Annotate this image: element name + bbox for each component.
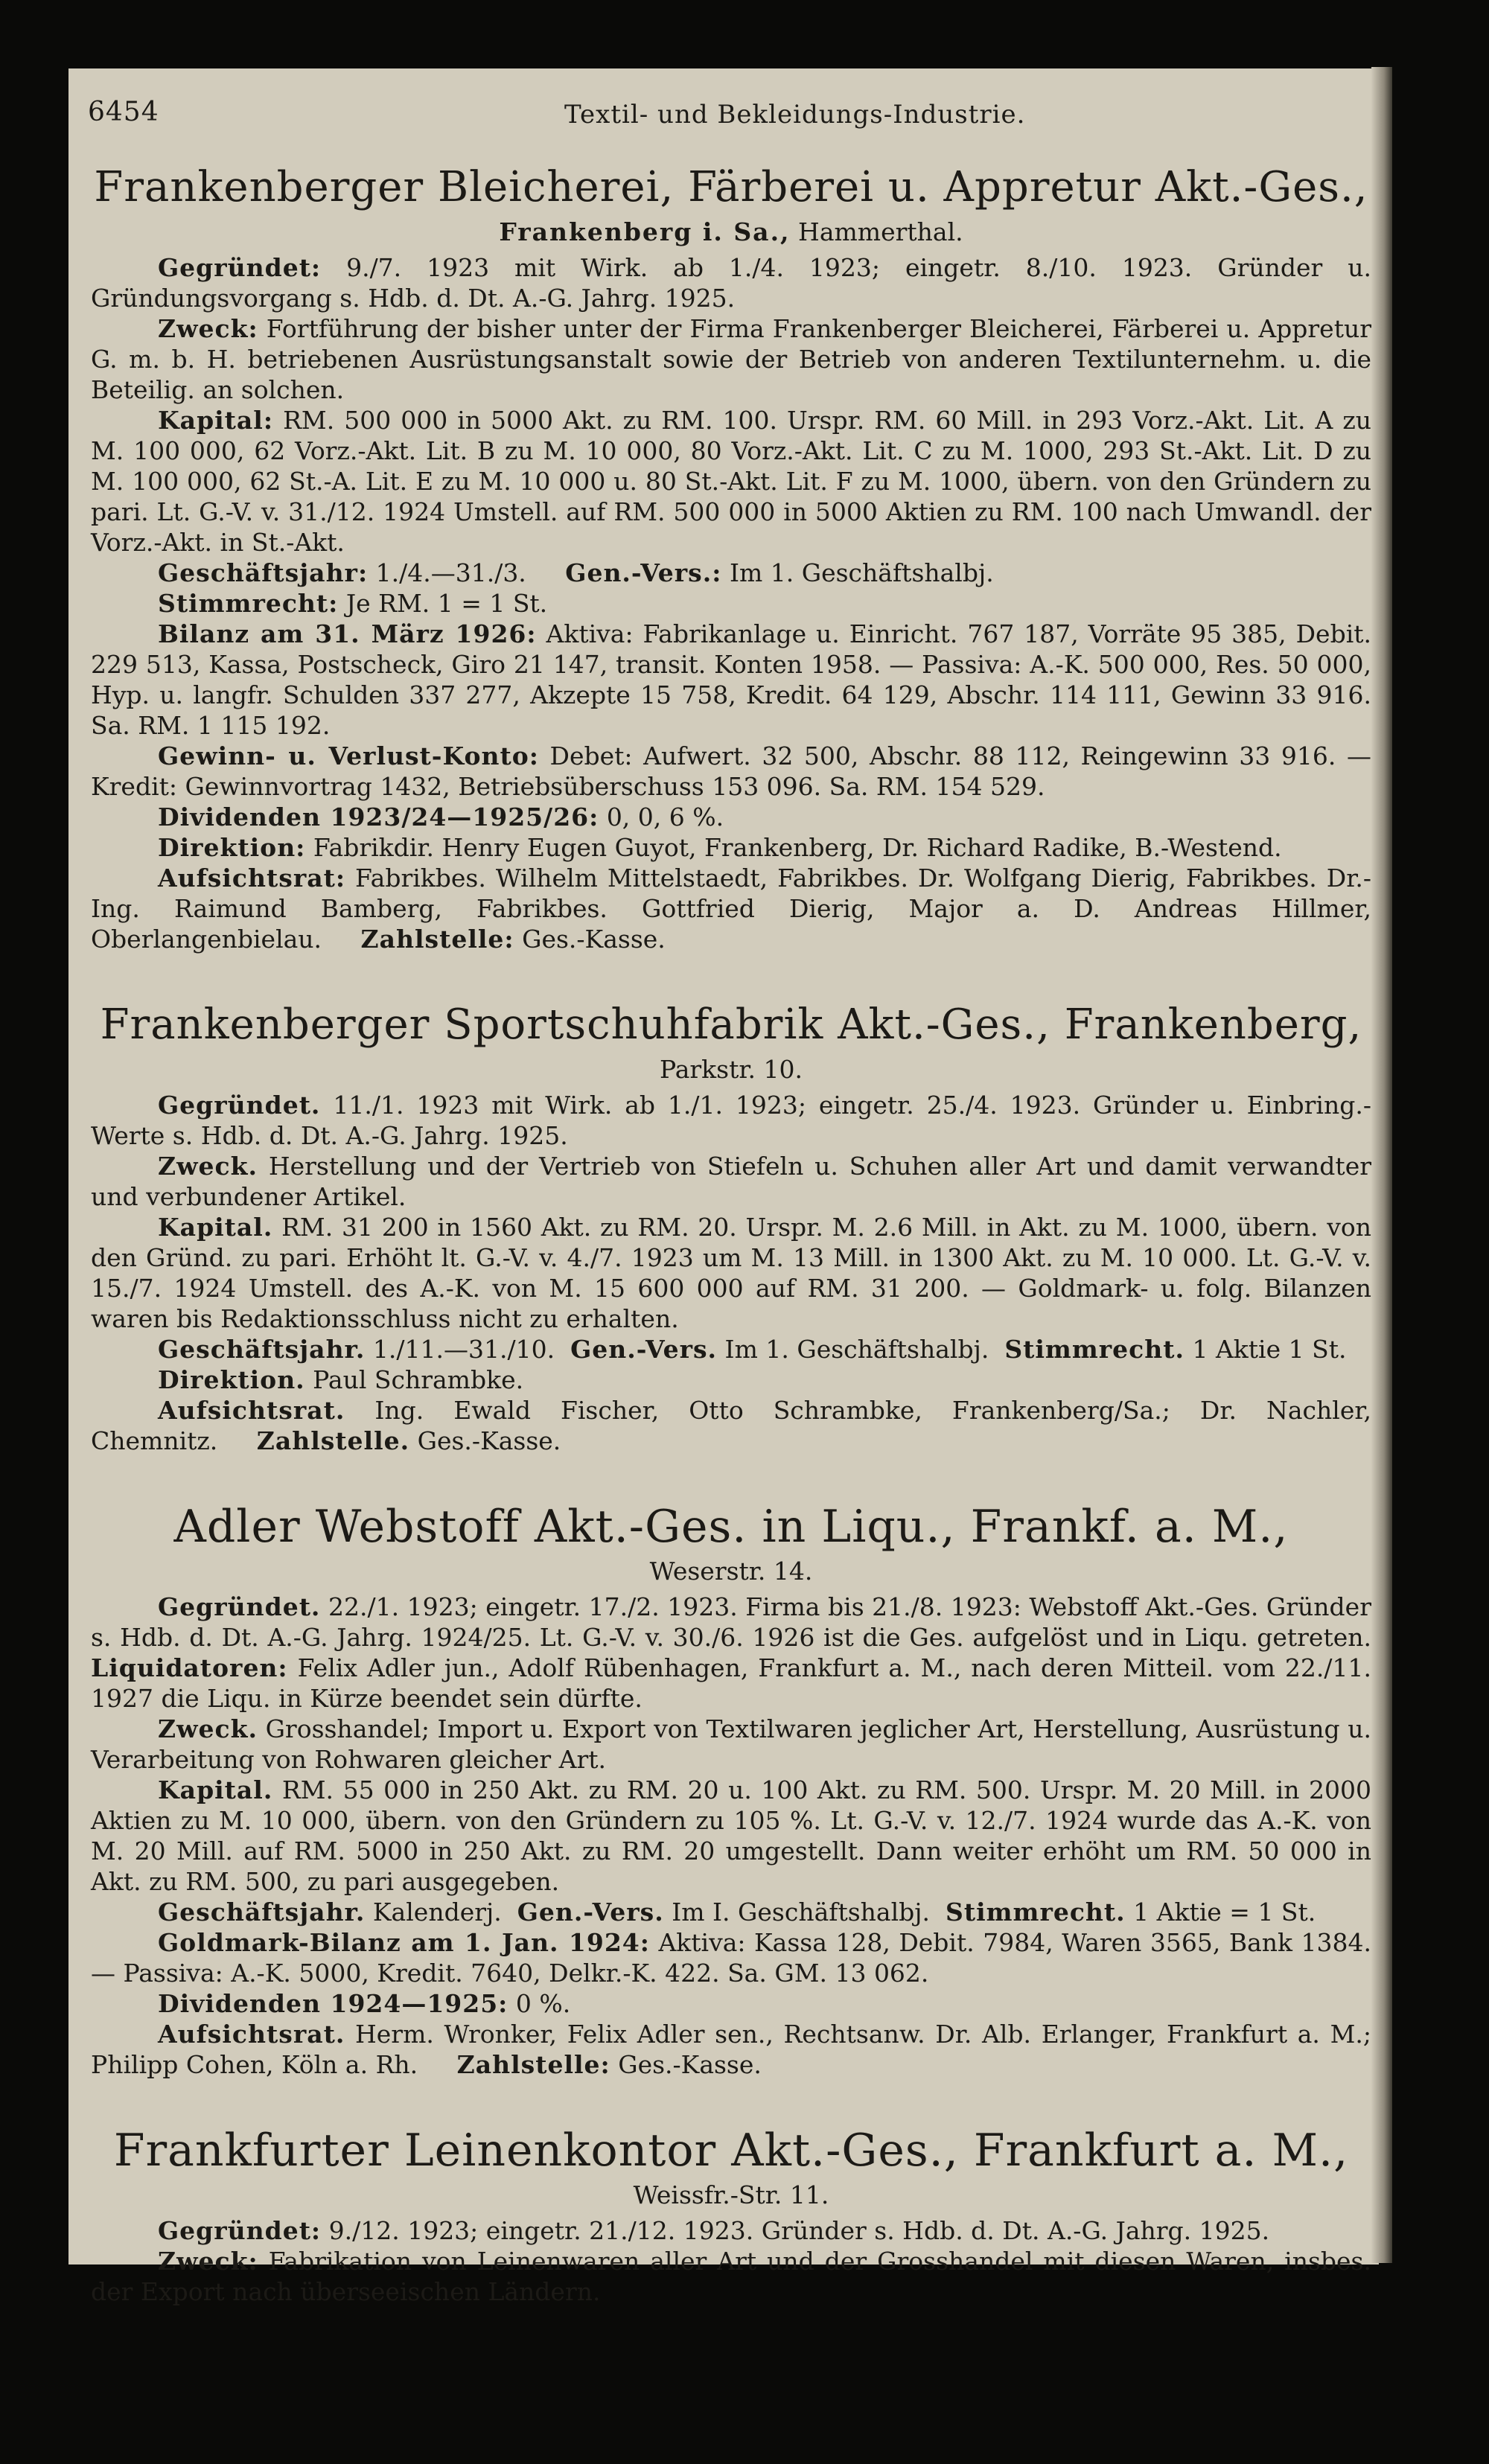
field-text: RM. 55 000 in 250 Akt. zu RM. 20 u. 100 Akt. zu RM. 500. Urspr. M. 20 Mill. in 2000 Aktien zu M. 10 000, übern. von den Gründern zu 105 %. Lt. G.-V. v. 12./7. 1924 wurde das A.-K. von M. 20 Mill. auf RM. 5000 in 250 Akt. zu RM. 20 umgestellt. Dann weiter erhöht um RM. 50 000 in Akt. zu RM. 500, zu pari ausgegeben. <box>91 1775 1371 1896</box>
field-text: Im 1. Geschäftshalbj. <box>724 1335 989 1364</box>
field-label: Liquidatoren: <box>91 1653 288 1682</box>
field-label: Gen.-Vers. <box>570 1335 718 1364</box>
field-text: Ges.-Kasse. <box>417 1426 561 1455</box>
field-text: 9./7. 1923 mit Wirk. ab 1./4. 1923; eingetr. 8./10. 1923. Gründer u. Gründungsvorgang s. Hdb. d. Dt. A.-G. Jahrg. 1925. <box>91 253 1371 313</box>
entry-paragraph <box>91 1897 1371 1927</box>
field-text: Je RM. 1 = 1 St. <box>345 589 548 618</box>
field-text: Aktiva: Fabrikanlage u. Einricht. 767 187, Vorräte 95 385, Debit. 229 513, Kassa, Postscheck, Giro 21 147, transit. Konten 1958. — Passiva: A.-K. 500 000, Res. 50 000, Hyp. u. langfr. Schulden 337 277, Akzepte 15 758, Kredit. 64 129, Abschr. 114 111, Gewinn 33 916. Sa. RM. 1 115 192. <box>91 619 1371 740</box>
entry-paragraph <box>91 588 1371 619</box>
field-text: Fabrikation von Leinenwaren aller Art und der Grosshandel mit diesen Waren, insbes. der Export nach überseeischen Ländern. <box>91 2247 1371 2306</box>
field-label: Aufsichtsrat. <box>158 1396 345 1425</box>
field-text: Felix Adler jun., Adolf Rübenhagen, Frankfurt a. M., nach deren Mitteil. vom 22./11. 1927 die Liqu. in Kürze beendet sein dürfte. <box>91 1653 1371 1713</box>
field-label: Bilanz am 31. März 1926: <box>158 619 537 648</box>
company-entry <box>91 160 1371 954</box>
entry-paragraph <box>91 1334 1371 1365</box>
page-number: 6454 <box>88 97 159 127</box>
entry-paragraph <box>91 863 1371 954</box>
field-text: Im I. Geschäftshalbj. <box>672 1898 931 1927</box>
location-city: Frankenberg i. Sa., <box>499 217 791 246</box>
field-text: 0 %. <box>515 1989 571 2018</box>
field-label: Stimmrecht. <box>946 1898 1126 1927</box>
running-head <box>88 97 1362 141</box>
section-title: Textil- und Bekleidungs-Industrie. <box>564 100 1026 130</box>
field-label: Zweck: <box>158 314 258 343</box>
field-label: Direktion: <box>158 833 306 862</box>
entry-paragraph <box>91 1927 1371 1988</box>
field-label: Stimmrecht: <box>158 589 339 618</box>
company-location <box>91 217 1371 248</box>
entry-paragraph <box>91 1365 1371 1395</box>
company-location <box>91 2180 1371 2211</box>
field-label: Gewinn- u. Verlust-Konto: <box>158 741 539 770</box>
entry-paragraph <box>91 619 1371 741</box>
field-label: Dividenden 1924—1925: <box>158 1989 508 2018</box>
entry-paragraph <box>91 313 1371 405</box>
field-label: Kapital. <box>158 1775 273 1804</box>
field-label: Zahlstelle. <box>256 1426 410 1455</box>
field-label: Goldmark-Bilanz am 1. Jan. 1924: <box>158 1928 650 1957</box>
field-text: RM. 500 000 in 5000 Akt. zu RM. 100. Urspr. RM. 60 Mill. in 293 Vorz.-Akt. Lit. A zu M. 100 000, 62 Vorz.-Akt. Lit. B zu M. 10 000, 80 Vorz.-Akt. Lit. C zu M. 1000, 293 St.-Akt. Lit. D zu M. 100 000, 62 St.-A. Lit. E zu M. 10 000 u. 80 St.-Akt. Lit. F zu M. 1000, übern. von den Gründern zu pari. Lt. G.-V. v. 31./12. 1924 Umstell. auf RM. 500 000 in 5000 Aktien zu RM. 100 nach Umwandl. der Vorz.-Akt. in St.-Akt. <box>91 406 1372 557</box>
field-label: Kapital: <box>158 406 274 435</box>
field-label: Gegründet. <box>158 1091 321 1120</box>
field-text: Debet: Aufwert. 32 500, Abschr. 88 112, Reingewinn 33 916. — Kredit: Gewinnvortrag 1432, Betriebsüberschuss 153 096. Sa. RM. 154 529. <box>91 741 1371 801</box>
entry-paragraph <box>91 1212 1371 1334</box>
field-text: Ges.-Kasse. <box>522 925 666 954</box>
field-label: Aufsichtsrat. <box>158 2020 345 2049</box>
field-text: 1 Aktie 1 St. <box>1192 1335 1347 1364</box>
entry-paragraph <box>91 1714 1371 1775</box>
field-text: Ges.-Kasse. <box>618 2050 762 2079</box>
field-label: Gen.-Vers. <box>517 1898 664 1927</box>
field-text: Paul Schrambke. <box>313 1365 524 1394</box>
entry-paragraph <box>91 2019 1371 2080</box>
location-street: Parkstr. 10. <box>660 1055 803 1084</box>
company-entry <box>91 998 1371 1456</box>
field-text: Im 1. Geschäftshalbj. <box>729 558 994 587</box>
field-label: Gegründet. <box>158 1592 321 1621</box>
company-title: Frankenberger Sportschuhfabrik Akt.-Ges., Frankenberg, <box>100 1000 1362 1049</box>
company-entry <box>91 1499 1371 2080</box>
field-text: Grosshandel; Import u. Export von Textilwaren jeglicher Art, Herstellung, Ausrüstung u. Verarbeitung von Rohwaren gleicher Art. <box>91 1714 1371 1774</box>
entry-paragraph <box>91 1775 1371 1897</box>
entry-paragraph <box>91 1592 1371 1714</box>
entry-paragraph <box>91 802 1371 832</box>
field-text: 9./12. 1923; eingetr. 21./12. 1923. Gründer s. Hdb. d. Dt. A.-G. Jahrg. 1925. <box>328 2216 1270 2245</box>
company-entry <box>91 2123 1371 2307</box>
field-text: Herm. Wronker, Felix Adler sen., Rechtsanw. Dr. Alb. Erlanger, Frankfurt a. M.; Philipp Cohen, Köln a. Rh. <box>91 2020 1371 2079</box>
field-label: Zahlstelle: <box>360 925 514 954</box>
field-label: Kapital. <box>158 1213 273 1242</box>
field-text: RM. 31 200 in 1560 Akt. zu RM. 20. Urspr. M. 2.6 Mill. in Akt. zu M. 1000, übern. von den Gründ. zu pari. Erhöht lt. G.-V. v. 4./7. 1923 um M. 13 Mill. in 1300 Akt. zu M. 10 000. Lt. G.-V. v. 15./7. 1924 Umstell. des A.-K. von M. 15 600 000 auf RM. 31 200. — Goldmark- u. folg. Bilanzen waren bis Redaktionsschluss nicht zu erhalten. <box>91 1213 1371 1333</box>
company-location <box>91 1556 1371 1587</box>
field-label: Direktion. <box>158 1365 305 1394</box>
field-text: 0, 0, 6 %. <box>606 802 724 832</box>
entry-paragraph <box>91 558 1371 588</box>
field-label: Geschäftsjahr. <box>158 1898 366 1927</box>
entry-paragraph <box>91 741 1371 802</box>
company-location <box>91 1054 1371 1085</box>
field-text: 1./11.—31./10. <box>372 1335 555 1364</box>
entry-paragraph <box>91 2246 1371 2307</box>
field-label: Gegründet: <box>158 253 322 282</box>
field-text: Herstellung und der Vertrieb von Stiefeln u. Schuhen aller Art und damit verwandter und verbundener Artikel. <box>91 1152 1371 1211</box>
field-label: Zweck. <box>158 1714 258 1743</box>
field-text: 1 Aktie = 1 St. <box>1133 1898 1316 1927</box>
company-title: Adler Webstoff Akt.-Ges. in Liqu., Frankf. a. M., <box>173 1501 1289 1553</box>
field-label: Zweck: <box>158 2247 258 2276</box>
company-entries <box>91 160 1371 2350</box>
location-street: Weserstr. 14. <box>649 1557 813 1586</box>
location-street: Hammerthal. <box>798 217 963 246</box>
entry-paragraph <box>91 1151 1371 1212</box>
field-label: Geschäftsjahr: <box>158 558 369 587</box>
entry-paragraph <box>91 1090 1371 1151</box>
field-label: Zweck. <box>158 1152 258 1181</box>
field-text: 1./4.—31./3. <box>375 558 526 587</box>
field-text: Ing. Ewald Fischer, Otto Schrambke, Frankenberg/Sa.; Dr. Nachler, Chemnitz. <box>91 1396 1371 1455</box>
field-label: Gegründet: <box>158 2216 322 2245</box>
entry-paragraph <box>91 405 1371 558</box>
entry-paragraph <box>91 252 1371 313</box>
field-text: Kalenderj. <box>372 1898 502 1927</box>
field-label: Stimmrecht. <box>1004 1335 1184 1364</box>
entry-paragraph <box>91 2215 1371 2246</box>
entry-paragraph <box>91 832 1371 863</box>
field-label: Zahlstelle: <box>456 2050 610 2079</box>
page-edge-shadow <box>1371 67 1392 2263</box>
field-text: Fabrikdir. Henry Eugen Guyot, Frankenberg, Dr. Richard Radike, B.-Westend. <box>313 833 1282 862</box>
field-label: Geschäftsjahr. <box>158 1335 366 1364</box>
field-text: Fortführung der bisher unter der Firma Frankenberger Bleicherei, Färberei u. Appretur G. m. b. H. betriebenen Ausrüstungsanstalt sowie der Betrieb von anderen Textilunternehm. u. die Beteilig. an solchen. <box>91 314 1371 404</box>
field-text: Aktiva: Kassa 128, Debit. 7984, Waren 3565, Bank 1384. — Passiva: A.-K. 5000, Kredit. 7640, Delkr.-K. 422. Sa. GM. 13 062. <box>91 1928 1371 1988</box>
field-label: Gen.-Vers.: <box>565 558 722 587</box>
field-text: Fabrikbes. Wilhelm Mittelstaedt, Fabrikbes. Dr. Wolfgang Dierig, Fabrikbes. Dr.-Ing. Raimund Bamberg, Fabrikbes. Gottfried Dierig, Major a. D. Andreas Hillmer, Oberlangenbielau. <box>91 864 1371 954</box>
field-label: Dividenden 1923/24—1925/26: <box>158 802 599 832</box>
field-label: Aufsichtsrat: <box>158 864 346 893</box>
company-title: Frankfurter Leinenkontor Akt.-Ges., Frankfurt a. M., <box>113 2125 1349 2177</box>
entry-paragraph <box>91 1395 1371 1456</box>
company-title: Frankenberger Bleicherei, Färberei u. Appretur Akt.-Ges., <box>94 163 1368 211</box>
entry-paragraph <box>91 1988 1371 2019</box>
field-text: 11./1. 1923 mit Wirk. ab 1./1. 1923; eingetr. 25./4. 1923. Gründer u. Einbring.-Werte s. Hdb. d. Dt. A.-G. Jahrg. 1925. <box>91 1091 1372 1150</box>
location-street: Weissfr.-Str. 11. <box>633 2180 829 2209</box>
field-text: 22./1. 1923; eingetr. 17./2. 1923. Firma bis 21./8. 1923: Webstoff Akt.-Ges. Gründer s. Hdb. d. Dt. A.-G. Jahrg. 1924/25. Lt. G.-V. v. 30./6. 1926 ist die Ges. aufgelöst und in Liqu. getreten. <box>91 1592 1371 1652</box>
